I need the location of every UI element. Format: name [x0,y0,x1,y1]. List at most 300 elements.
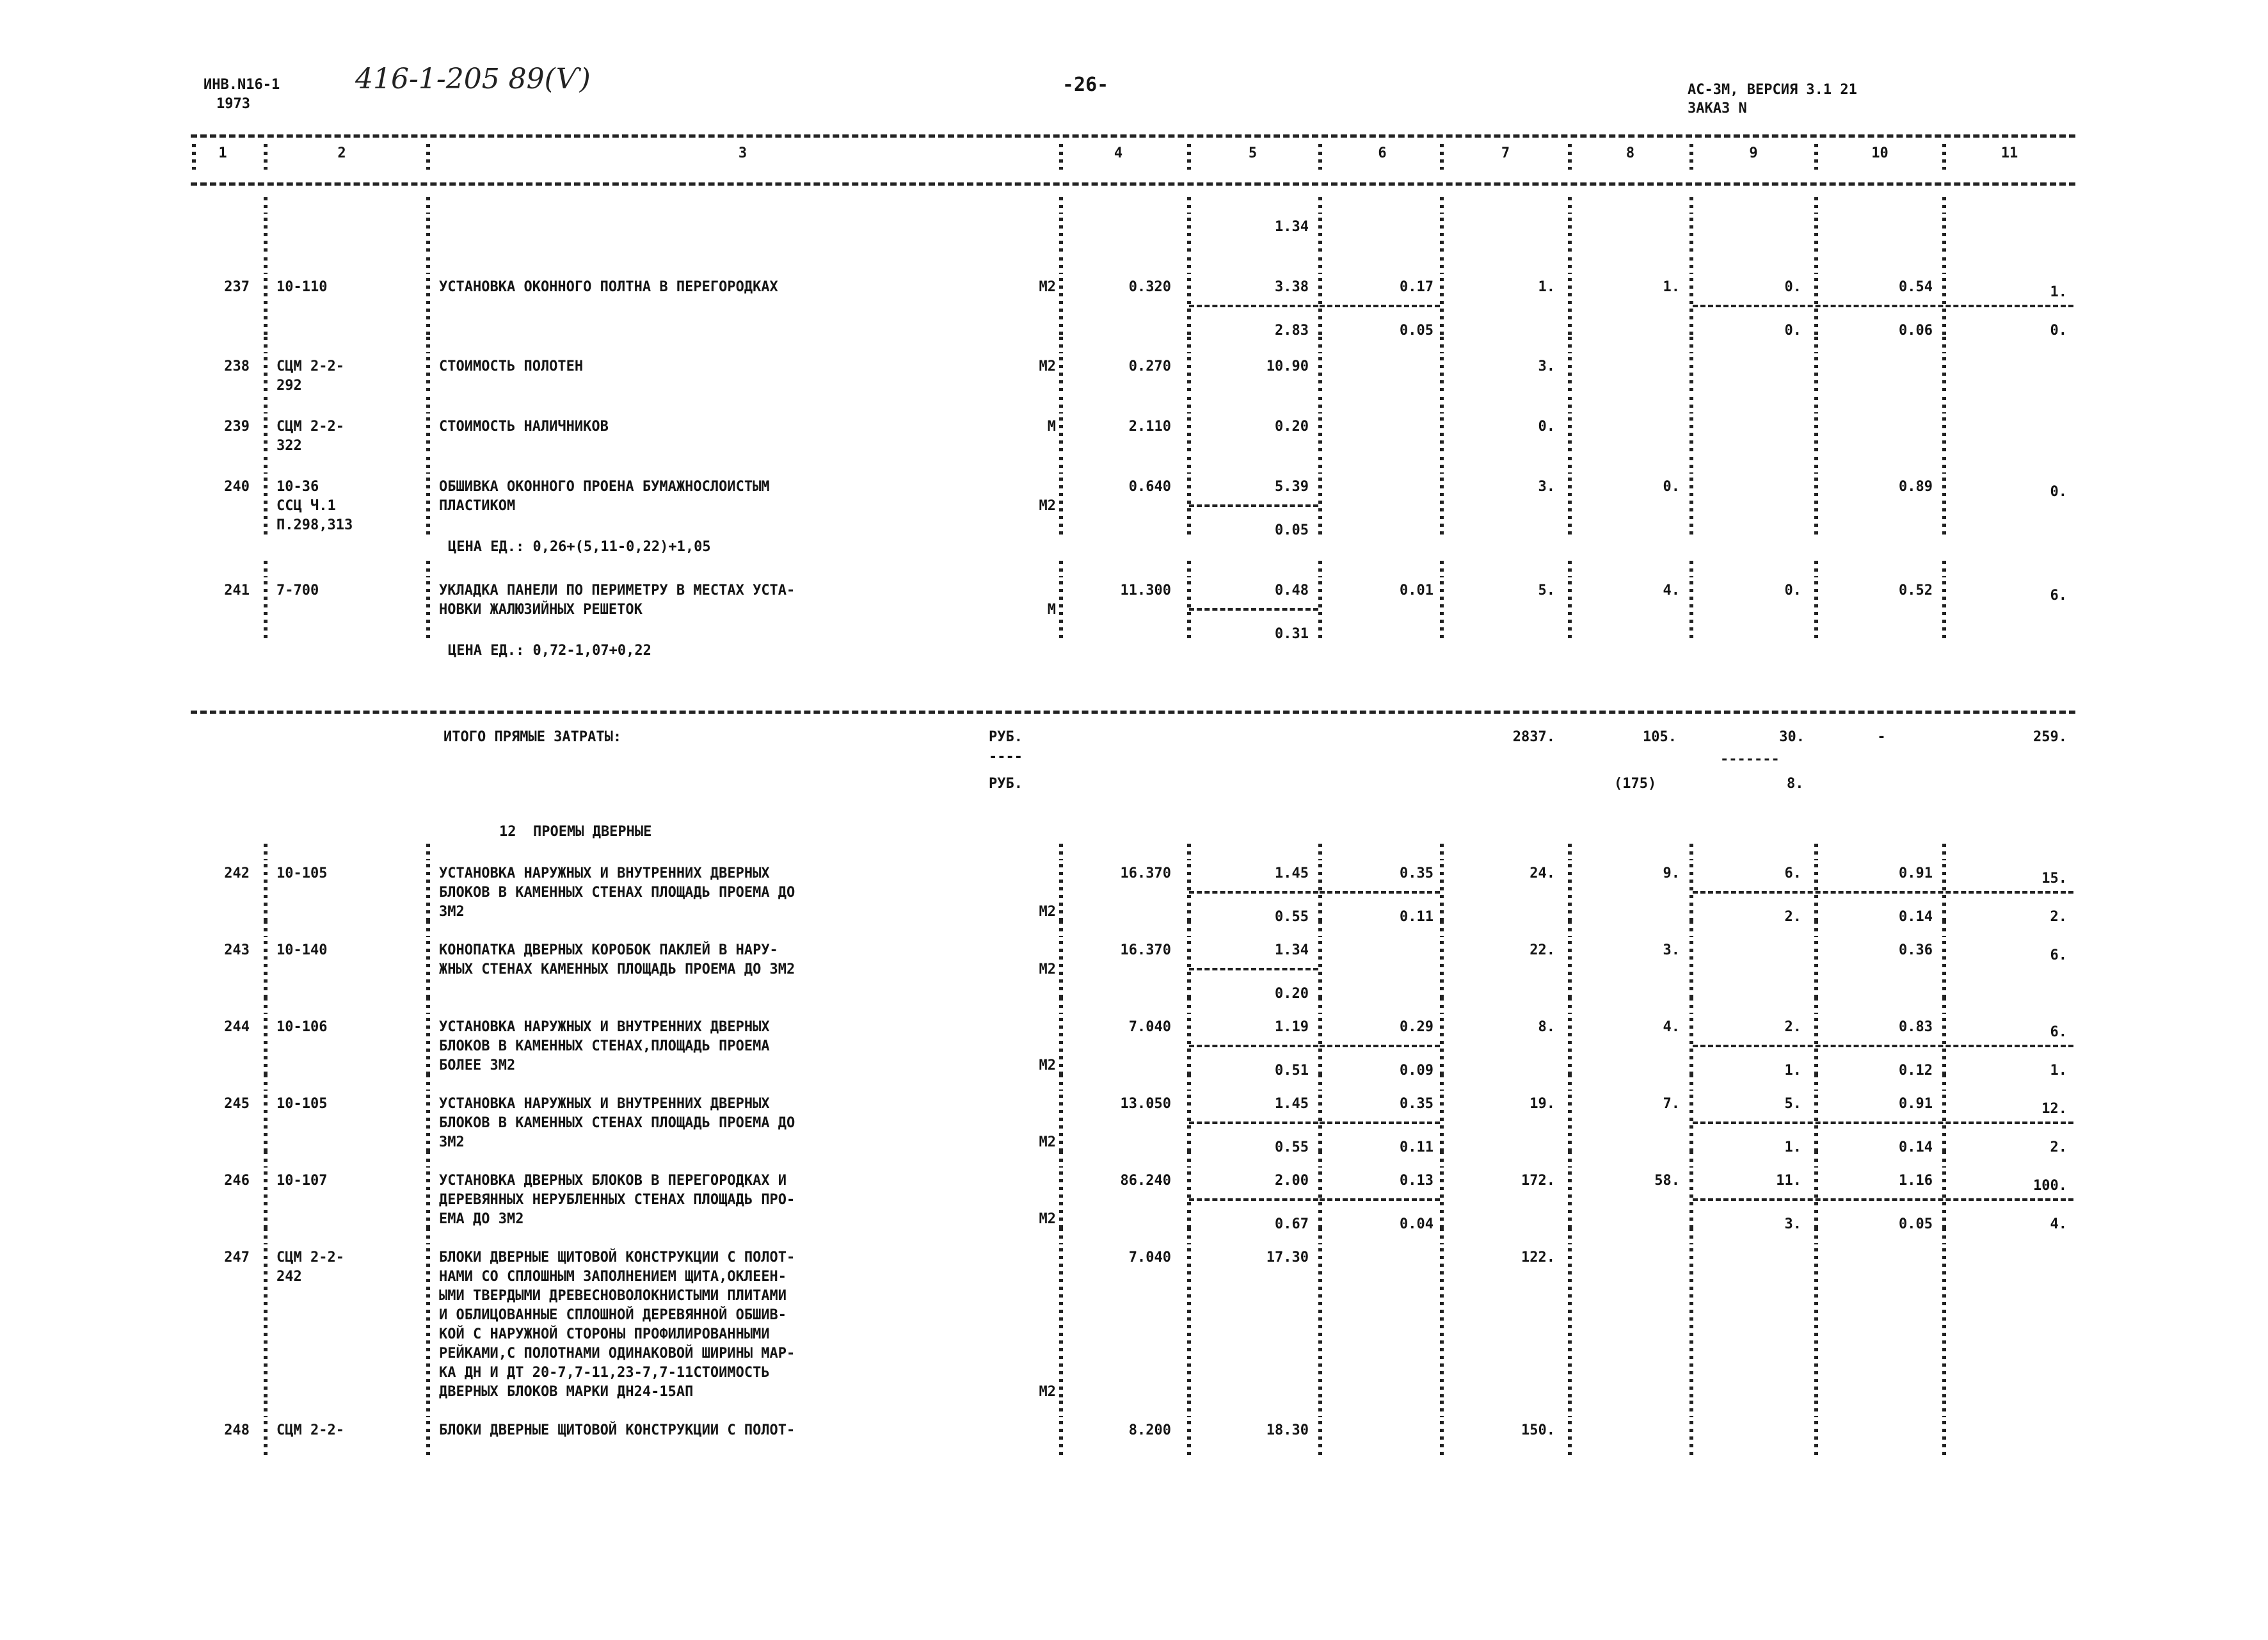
column-separator [264,1421,268,1459]
row-description: ЫМИ ТВЕРДЫМИ ДРЕВЕСНОВОЛОКНИСТЫМИ ПЛИТАМИ [439,1288,787,1304]
column-separator [1689,1095,1693,1152]
column-separator [1440,864,1444,922]
row-col6: 0.29 [1400,1019,1433,1035]
column-separator [1187,1018,1191,1075]
column-separator [264,1074,268,1091]
row-col10-sub: 0.12 [1899,1063,1933,1079]
column-separator [1187,278,1191,335]
row-col5: 17.30 [1266,1250,1309,1266]
column-separator [1814,1151,1818,1168]
column-separator [1814,278,1818,335]
row-col5-sub: 0.55 [1275,909,1309,925]
column-separator [1059,1018,1063,1075]
column-separator [1318,1074,1322,1091]
total-col9: 30. [1779,729,1805,745]
column-separator [1814,941,1818,999]
column-separator [1318,1171,1322,1229]
row-description: 3М2 [439,904,465,920]
row-col9-sub: 1. [1784,1063,1801,1079]
column-separator [264,397,268,414]
row-description: УСТАНОВКА ОКОННОГО ПОЛТНА В ПЕРЕГОРОДКАХ [439,279,778,295]
row-description: РЕЙКАМИ,С ПОЛОТНАМИ ОДИНАКОВОЙ ШИРИНЫ МАР- [439,1346,795,1362]
row-col11-sub: 1. [2050,1063,2067,1079]
row-col5-sub: 0.31 [1275,626,1309,642]
row-col8: 1. [1663,279,1680,295]
total-col11: 259. [2033,729,2067,745]
column-separator [1814,218,1818,256]
row-col10-sub: 0.14 [1899,909,1933,925]
column-separator [264,144,268,170]
column-separator [426,581,430,639]
column-separator [1318,1095,1322,1152]
row-col10-sub: 0.14 [1899,1139,1933,1155]
column-separator [1942,1248,1946,1402]
column-separator [1689,1228,1693,1244]
column-separator [1814,920,1818,937]
column-separator [264,920,268,937]
row-col5-sub: 0.67 [1275,1216,1309,1232]
column-separator [426,257,430,274]
column-separator [1568,1151,1572,1168]
row-quantity: 0.320 [1128,279,1171,295]
row-col7: 3. [1538,479,1555,495]
column-separator [426,941,430,999]
row-col11-sub: 2. [2050,909,2067,925]
column-separator [1059,1095,1063,1152]
column-separator [1440,1095,1444,1152]
column-separator [1187,417,1191,456]
column-separator [264,581,268,639]
row-description: ДЕРЕВЯННЫХ НЕРУБЛЕННЫХ СТЕНАХ ПЛОЩАДЬ ПРО- [439,1192,795,1208]
row-quantity: 0.640 [1128,479,1171,495]
column-separator [1814,1171,1818,1229]
row-code: 10-106 [276,1019,328,1035]
column-separator [1568,144,1572,170]
column-separator [1440,1228,1444,1244]
column-separator [1689,417,1693,456]
row-description: И ОБЛИЦОВАННЫЕ СПЛОШНОЙ ДЕРЕВЯННОЙ ОБШИВ- [439,1307,787,1323]
row-col10: 0.52 [1899,583,1933,599]
sub-separator [1189,608,1318,611]
row-col10-sub: 0.05 [1899,1216,1933,1232]
column-separator [1187,864,1191,922]
row-description: БЛОКОВ В КАМЕННЫХ СТЕНАХ,ПЛОЩАДЬ ПРОЕМА [439,1038,770,1054]
column-separator [1814,1074,1818,1091]
row-col6-sub: 0.09 [1400,1063,1433,1079]
column-separator [1187,257,1191,274]
row-col10: 1.16 [1899,1173,1933,1189]
row-unit: М2 [1039,358,1056,374]
row-col8: 7. [1663,1096,1680,1112]
row-description: НАМИ СО СПЛОШНЫМ ЗАПОЛНЕНИЕМ ЩИТА,ОКЛЕЕН- [439,1269,787,1285]
column-separator [1059,1401,1063,1417]
column-separator [1059,218,1063,256]
column-separator [1059,1421,1063,1459]
column-separator [1568,218,1572,256]
row-number: 239 [224,419,250,435]
column-separator [1318,337,1322,353]
column-separator [1318,457,1322,474]
row-code-2: ССЦ Ч.1 [276,498,336,514]
row-description: НОВКИ ЖАЛЮЗИЙНЫХ РЕШЕТОК [439,602,643,618]
column-separator [1187,357,1191,396]
column-separator [1568,357,1572,396]
column-separator [1059,278,1063,335]
column-separator [1814,581,1818,639]
sub-separator [1189,891,1318,894]
column-separator [1942,864,1946,922]
column-separator [1814,397,1818,414]
column-separator [1059,1074,1063,1091]
inventory-label: ИНВ.N16-1 [204,77,280,93]
column-separator [1568,1401,1572,1417]
column-separator [426,1151,430,1168]
column-separator [1689,1421,1693,1459]
row-number: 242 [224,865,250,881]
column-separator [1689,457,1693,474]
row-number: 241 [224,583,250,599]
row-col9-sub: 3. [1784,1216,1801,1232]
row-description: УСТАНОВКА НАРУЖНЫХ И ВНУТРЕННИХ ДВЕРНЫХ [439,865,770,881]
row-col5: 0.20 [1275,419,1309,435]
column-separator [1059,1248,1063,1402]
column-separator [1187,1171,1191,1229]
row-col11: 100. [2033,1178,2067,1194]
column-separator [1318,417,1322,456]
column-separator [1318,218,1322,256]
row-col8: 4. [1663,1019,1680,1035]
row-col5: 2.00 [1275,1173,1309,1189]
total-col10: - [1877,729,1886,745]
column-separator [1059,144,1063,170]
row-col5-sub: 2.83 [1275,323,1309,339]
column-separator [264,561,268,577]
column-separator [1440,920,1444,937]
column-separator [1689,997,1693,1014]
row-col11: 15. [2041,871,2067,887]
column-separator [426,844,430,860]
column-separator [1059,1228,1063,1244]
column-separator [1440,561,1444,577]
column-separator [1440,1074,1444,1091]
column-separator [426,278,430,335]
row-description: ЕМА ДО 3М2 [439,1211,524,1227]
sub-separator [1693,1198,2073,1201]
column-separator [1814,1095,1818,1152]
row-col9: 2. [1784,1019,1801,1035]
column-separator [264,417,268,456]
column-separator [426,561,430,577]
column-separator [1689,357,1693,396]
row-quantity: 8.200 [1128,1422,1171,1438]
row-code: 10-140 [276,942,328,958]
column-header-8: 8 [1625,145,1635,161]
column-separator [1440,1018,1444,1075]
column-separator [1568,1421,1572,1459]
column-separator [1440,417,1444,456]
row-col10: 0.36 [1899,942,1933,958]
total-unit-2: РУБ. [989,776,1023,792]
header-top-rule [191,134,2075,138]
column-separator [1059,864,1063,922]
column-separator [1814,257,1818,274]
column-separator [1942,1151,1946,1168]
column-header-11: 11 [2000,145,2018,161]
row-quantity: 16.370 [1120,865,1171,881]
sub-separator [1189,305,1318,307]
column-separator [1187,218,1191,256]
column-separator [1568,864,1572,922]
column-separator [1440,337,1444,353]
row-col9-sub: 2. [1784,909,1801,925]
column-separator [1568,997,1572,1014]
row-code: СЦМ 2-2- [276,419,344,435]
column-separator [1440,581,1444,639]
column-separator [1059,357,1063,396]
column-separator [1814,357,1818,396]
column-header-6: 6 [1378,145,1387,161]
column-separator [1187,337,1191,353]
column-separator [426,144,430,170]
row-code-2: 292 [276,378,302,394]
column-separator [1318,1401,1322,1417]
column-separator [1187,844,1191,860]
row-col6: 0.17 [1400,279,1433,295]
column-separator [1689,1171,1693,1229]
row-col6-sub: 0.11 [1400,1139,1433,1155]
row-description: УКЛАДКА ПАНЕЛИ ПО ПЕРИМЕТРУ В МЕСТАХ УСТА- [439,583,795,599]
row-col6: 0.35 [1400,865,1433,881]
column-separator [1440,357,1444,396]
column-separator [426,357,430,396]
column-separator [1059,920,1063,937]
column-separator [1318,144,1322,170]
row-col10: 0.89 [1899,479,1933,495]
column-separator [1059,197,1063,214]
row-code: 10-36 [276,479,319,495]
total-col8-paren: (175) [1614,776,1657,792]
column-separator [1440,844,1444,860]
column-header-4: 4 [1114,145,1123,161]
year: 1973 [216,96,250,112]
row-col6-sub: 0.05 [1400,323,1433,339]
row-quantity: 11.300 [1120,583,1171,599]
column-separator [1568,478,1572,535]
row-code: 10-110 [276,279,328,295]
column-separator [1318,397,1322,414]
column-separator [1187,1074,1191,1091]
row-col11-sub: 2. [2050,1139,2067,1155]
column-separator [1187,561,1191,577]
row-col5-sub: 0.55 [1275,1139,1309,1155]
column-header-3: 3 [738,145,747,161]
column-separator [1440,1151,1444,1168]
row-number: 246 [224,1173,250,1189]
row-unit: М2 [1039,1211,1056,1227]
column-separator [264,1228,268,1244]
version-label: АС-ЗМ, ВЕРСИЯ 3.1 21 [1688,82,1857,98]
column-separator [1689,561,1693,577]
column-separator [1440,1171,1444,1229]
column-separator [1814,1401,1818,1417]
row-col7: 5. [1538,583,1555,599]
row-unit-price: ЦЕНА ЕД.: 0,72-1,07+0,22 [448,643,651,659]
column-separator [1059,417,1063,456]
row-col5-sub: 0.05 [1275,522,1309,538]
column-separator [1440,941,1444,999]
column-separator [1942,1401,1946,1417]
column-separator [1059,581,1063,639]
column-separator [1568,1228,1572,1244]
sub-separator [1693,1121,2073,1124]
row-quantity: 86.240 [1120,1173,1171,1189]
sub-separator [1320,891,1440,894]
column-separator [426,920,430,937]
column-separator [1059,337,1063,353]
column-separator [1318,864,1322,922]
column-separator [1814,1018,1818,1075]
column-separator [1440,197,1444,214]
row-col7: 8. [1538,1019,1555,1035]
column-separator [426,1074,430,1091]
column-separator [264,997,268,1014]
column-separator [264,278,268,335]
row-number: 247 [224,1250,250,1266]
column-separator [264,864,268,922]
row-col5-sub: 0.51 [1275,1063,1309,1079]
column-separator [1318,1018,1322,1075]
total-separator: ---- [989,749,1023,765]
row-unit: М2 [1039,1384,1056,1400]
column-separator [426,1228,430,1244]
row-quantity: 13.050 [1120,1096,1171,1112]
row-code: СЦМ 2-2- [276,1250,344,1266]
column-separator [264,1151,268,1168]
row-number: 238 [224,358,250,374]
column-separator [1440,144,1444,170]
column-separator [1689,581,1693,639]
row-code-2: 322 [276,438,302,454]
row-description: БЛОКИ ДВЕРНЫЕ ЩИТОВОЙ КОНСТРУКЦИИ С ПОЛОТ- [439,1250,795,1266]
column-separator [1689,257,1693,274]
column-separator [1440,997,1444,1014]
row-number: 237 [224,279,250,295]
row-col9: 5. [1784,1096,1801,1112]
total-col9-separator: ------- [1720,752,1780,768]
row-unit: М2 [1039,904,1056,920]
column-separator [1689,337,1693,353]
row-col7: 22. [1529,942,1555,958]
column-separator [264,337,268,353]
column-separator [1568,397,1572,414]
row-col9: 0. [1784,279,1801,295]
column-separator [1814,197,1818,214]
column-separator [1942,997,1946,1014]
sub-separator [1320,1198,1440,1201]
column-separator [1440,397,1444,414]
row-col7: 0. [1538,419,1555,435]
column-separator [1568,581,1572,639]
column-separator [1814,478,1818,535]
row-col11-sub: 0. [2050,323,2067,339]
row-description: БОЛЕЕ 3М2 [439,1057,516,1073]
row-col9: 0. [1784,583,1801,599]
column-header-9: 9 [1749,145,1758,161]
column-separator [1689,478,1693,535]
column-separator [426,997,430,1014]
row-col7: 19. [1529,1096,1555,1112]
row-unit: М [1047,419,1056,435]
column-separator [426,478,430,535]
column-separator [1689,397,1693,414]
row-col7: 122. [1521,1250,1555,1266]
column-separator [264,357,268,396]
column-separator [1814,457,1818,474]
row-number: 243 [224,942,250,958]
column-separator [1942,144,1946,170]
column-separator [1568,1074,1572,1091]
handwritten-note: 416-1-205 89(Ѵ) [355,63,591,95]
column-separator [426,1171,430,1229]
column-separator [264,1401,268,1417]
sub-separator [1189,504,1318,507]
column-separator [1318,197,1322,214]
row-code: 10-105 [276,1096,328,1112]
column-separator [1059,257,1063,274]
column-separator [264,218,268,256]
column-header-2: 2 [337,145,346,161]
column-separator [1187,144,1191,170]
column-separator [1318,1248,1322,1402]
column-separator [1942,257,1946,274]
column-separator [426,197,430,214]
column-separator [1318,997,1322,1014]
row-description: УСТАНОВКА НАРУЖНЫХ И ВНУТРЕННИХ ДВЕРНЫХ [439,1019,770,1035]
column-separator [1689,864,1693,922]
column-separator [1440,478,1444,535]
row-col9-sub: 1. [1784,1139,1801,1155]
column-header-10: 10 [1871,145,1889,161]
column-separator [264,257,268,274]
column-separator [1942,1421,1946,1459]
column-header-5: 5 [1248,145,1258,161]
column-separator [1942,1095,1946,1152]
row-col5: 1.34 [1275,942,1309,958]
column-separator [1440,278,1444,335]
column-separator [1318,941,1322,999]
column-separator [1689,1248,1693,1402]
column-separator [1942,1074,1946,1091]
row-unit: М2 [1039,279,1056,295]
column-separator [1187,941,1191,999]
column-separator [1059,844,1063,860]
row-code-3: П.298,313 [276,517,353,533]
column-separator [1568,941,1572,999]
row-col9: 11. [1776,1173,1801,1189]
sub-separator [1189,1045,1318,1047]
column-separator [1059,478,1063,535]
row-col5: 3.38 [1275,279,1309,295]
column-separator [1942,561,1946,577]
row-description: ОБШИВКА ОКОННОГО ПРОЕНА БУМАЖНОСЛОИСТЫМ [439,479,770,495]
column-separator [1689,1401,1693,1417]
row-description: СТОИМОСТЬ НАЛИЧНИКОВ [439,419,609,435]
column-separator [1689,920,1693,937]
column-separator [426,1095,430,1152]
column-separator [1187,197,1191,214]
row-col11: 6. [2050,1024,2067,1040]
column-separator [264,844,268,860]
